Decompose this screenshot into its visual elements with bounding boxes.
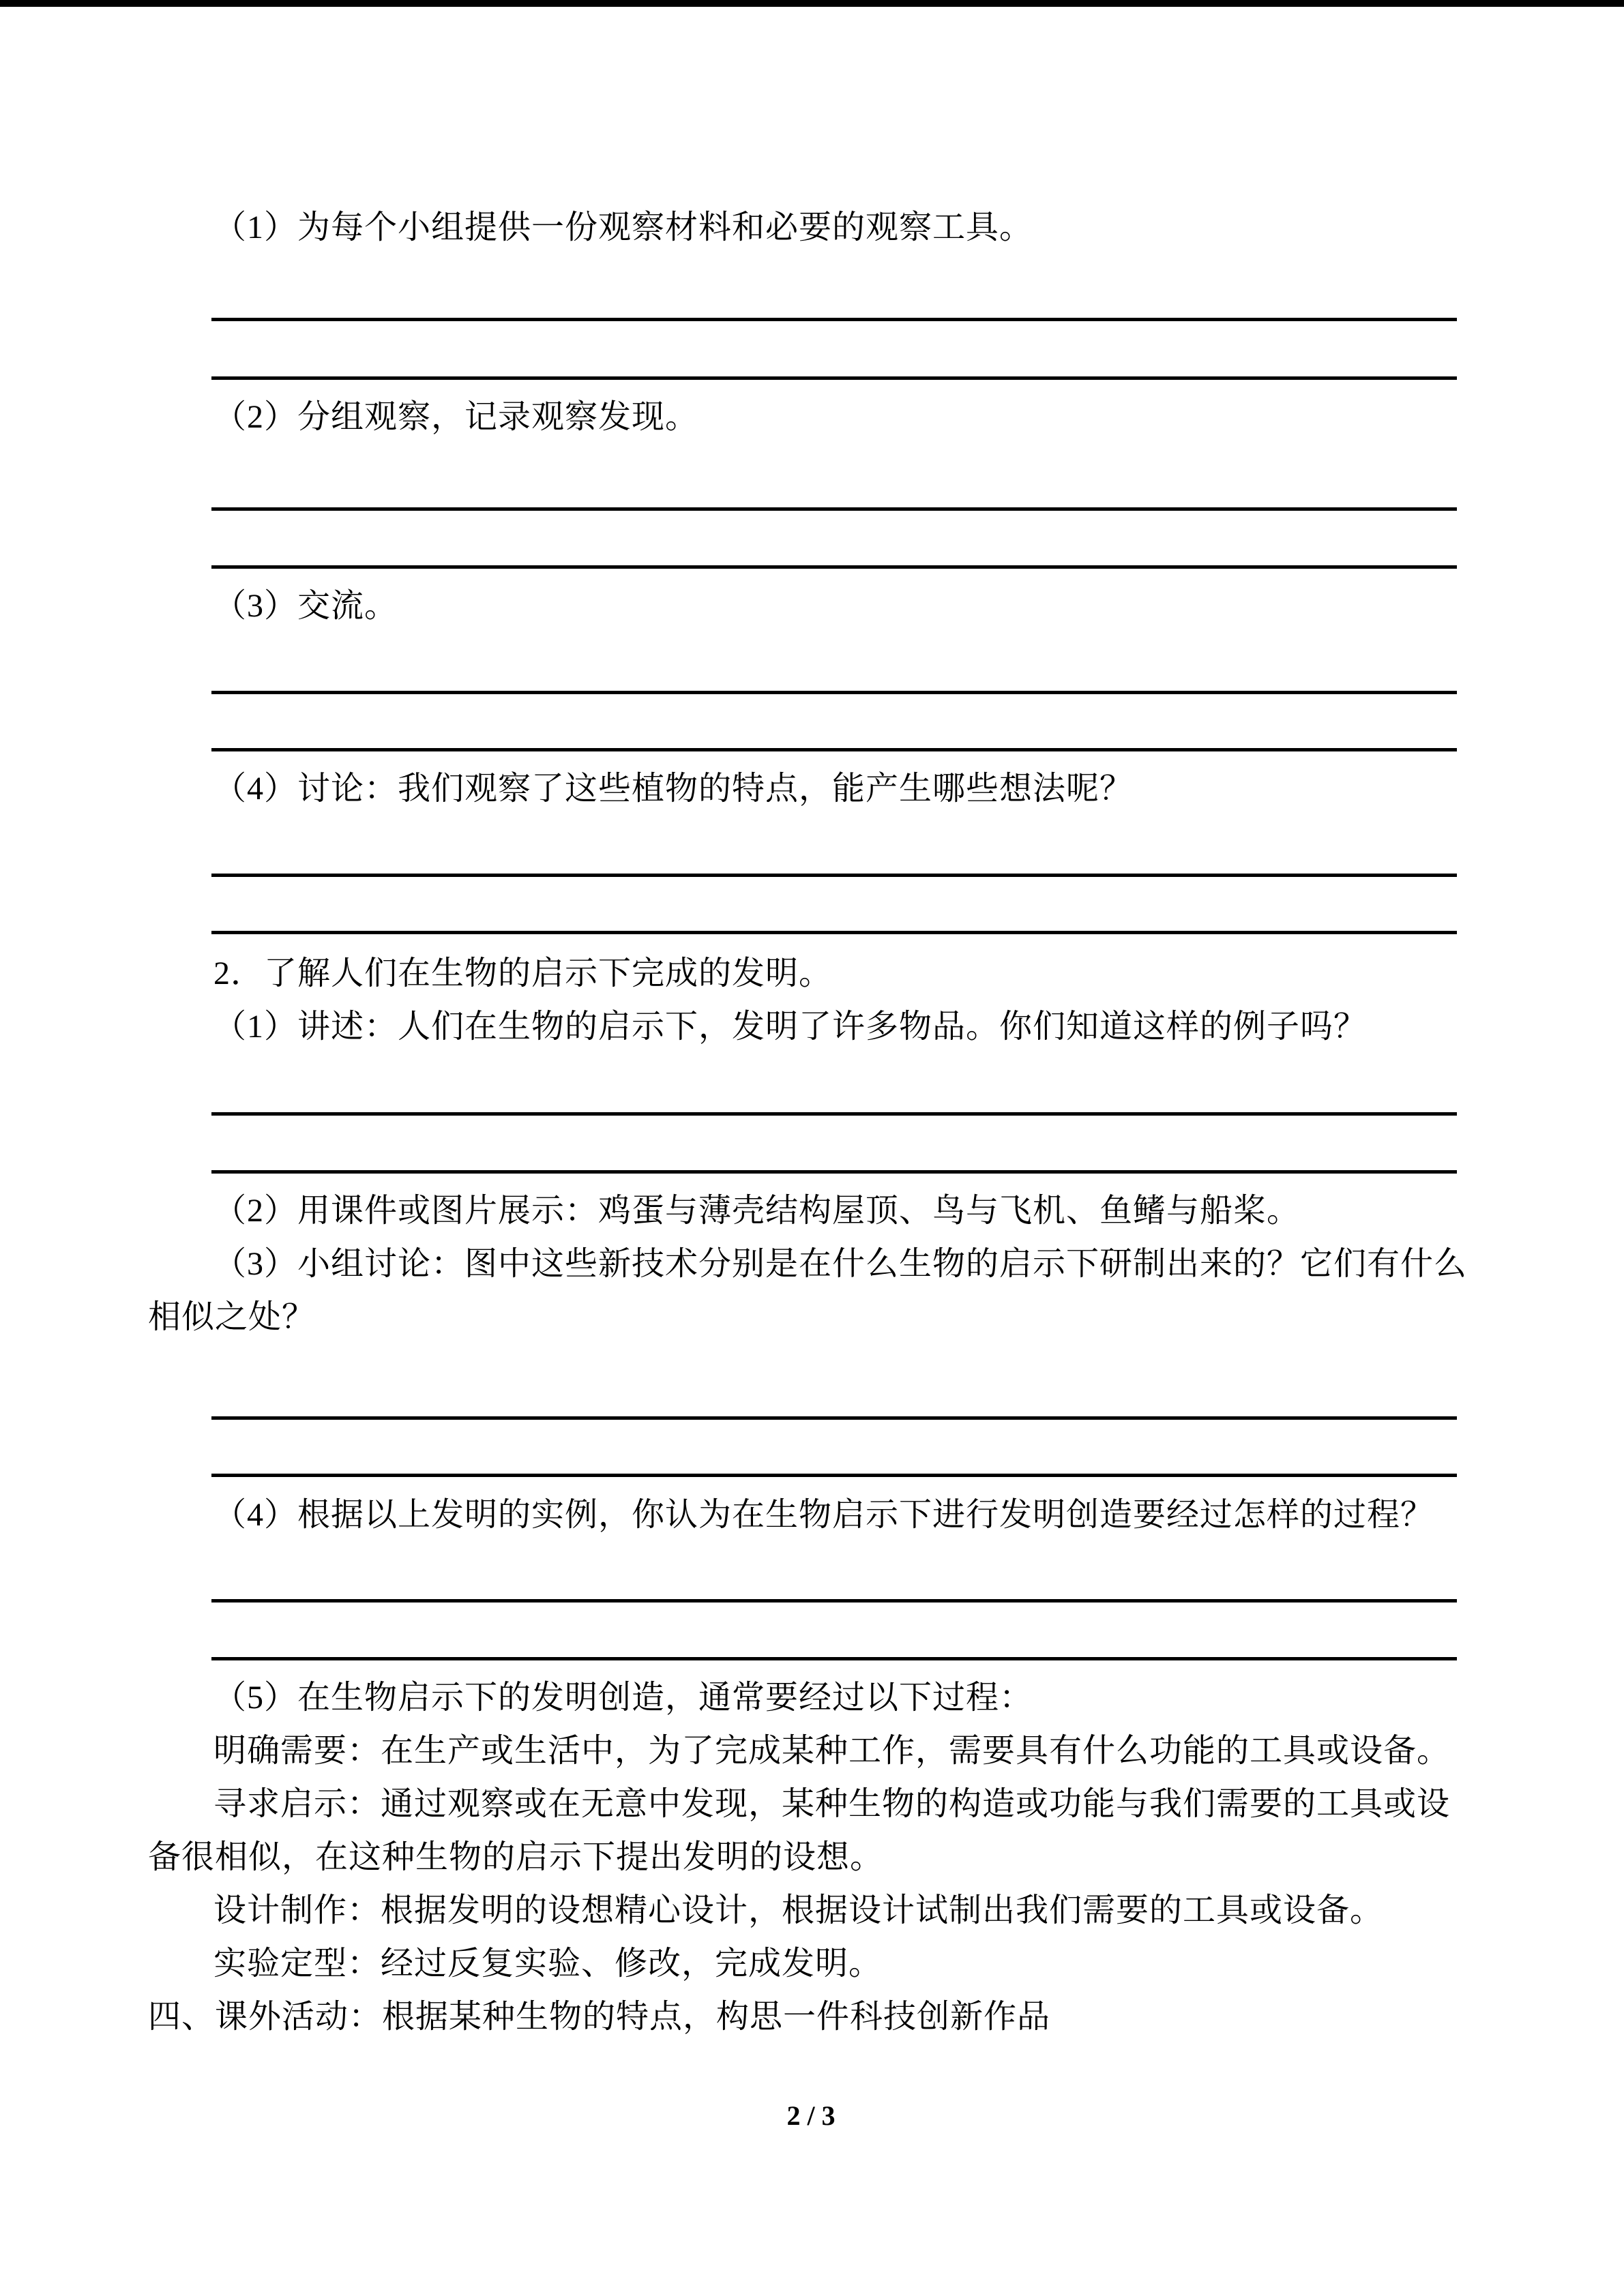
answer-line <box>211 565 1457 569</box>
answer-line <box>211 1112 1457 1116</box>
answer-line <box>211 748 1457 751</box>
paragraph-design-make: 设计制作：根据发明的设想精心设计，根据设计试制出我们需要的工具或设备。 <box>213 1892 1384 1928</box>
answer-line <box>211 507 1457 511</box>
answer-line <box>211 1416 1457 1420</box>
answer-line <box>211 874 1457 877</box>
document-body <box>148 0 1474 2143</box>
paragraph-process-intro: （5）在生物启示下的发明创造，通常要经过以下过程： <box>213 1680 1033 1716</box>
answer-line <box>211 1657 1457 1660</box>
paragraph-discussion-plants: （4）讨论：我们观察了这些植物的特点，能产生哪些想法呢？ <box>213 771 1134 807</box>
paragraph-section2-heading: 2．了解人们在生物的启示下完成的发明。 <box>213 955 833 992</box>
answer-line <box>211 1474 1457 1477</box>
answer-line <box>211 1170 1457 1174</box>
paragraph-group-observe: （2）分组观察，记录观察发现。 <box>213 399 699 435</box>
answer-line <box>211 376 1457 380</box>
answer-line <box>211 1599 1457 1602</box>
page-number: 2 / 3 <box>786 2100 836 2131</box>
paragraph-define-need: 明确需要：在生产或生活中，为了完成某种工作，需要具有什么功能的工具或设备。 <box>213 1733 1451 1769</box>
paragraph-seek-inspiration: 寻求启示：通过观察或在无意中发现，某种生物的构造或功能与我们需要的工具或设备很相似，在这种生物的启示下提出发明的设想。 <box>148 1786 1451 1875</box>
paragraph-narrate-inventions: （1）讲述：人们在生物的启示下，发明了许多物品。你们知道这样的例子吗？ <box>213 1009 1368 1045</box>
paragraph-exchange: （3）交流。 <box>213 588 398 624</box>
answer-line <box>211 691 1457 694</box>
paragraph-courseware-display: （2）用课件或图片展示：鸡蛋与薄壳结构屋顶、鸟与飞机、鱼鳍与船桨。 <box>213 1193 1301 1229</box>
paragraph-experiment-finalize: 实验定型：经过反复实验、修改，完成发明。 <box>213 1945 883 1982</box>
paragraph-invention-process-question: （4）根据以上发明的实例，你认为在生物启示下进行发明创造要经过怎样的过程？ <box>213 1497 1434 1533</box>
answer-line <box>211 931 1457 934</box>
paragraph-provide-materials: （1）为每个小组提供一份观察材料和必要的观察工具。 <box>213 209 1033 245</box>
paragraph-group-discussion-tech: （3）小组讨论：图中这些新技术分别是在什么生物的启示下研制出来的？它们有什么相似之处？ <box>148 1246 1468 1335</box>
answer-line <box>211 318 1457 321</box>
paragraph-extracurricular-activity: 四、课外活动：根据某种生物的特点，构思一件科技创新作品 <box>148 1999 1051 2035</box>
